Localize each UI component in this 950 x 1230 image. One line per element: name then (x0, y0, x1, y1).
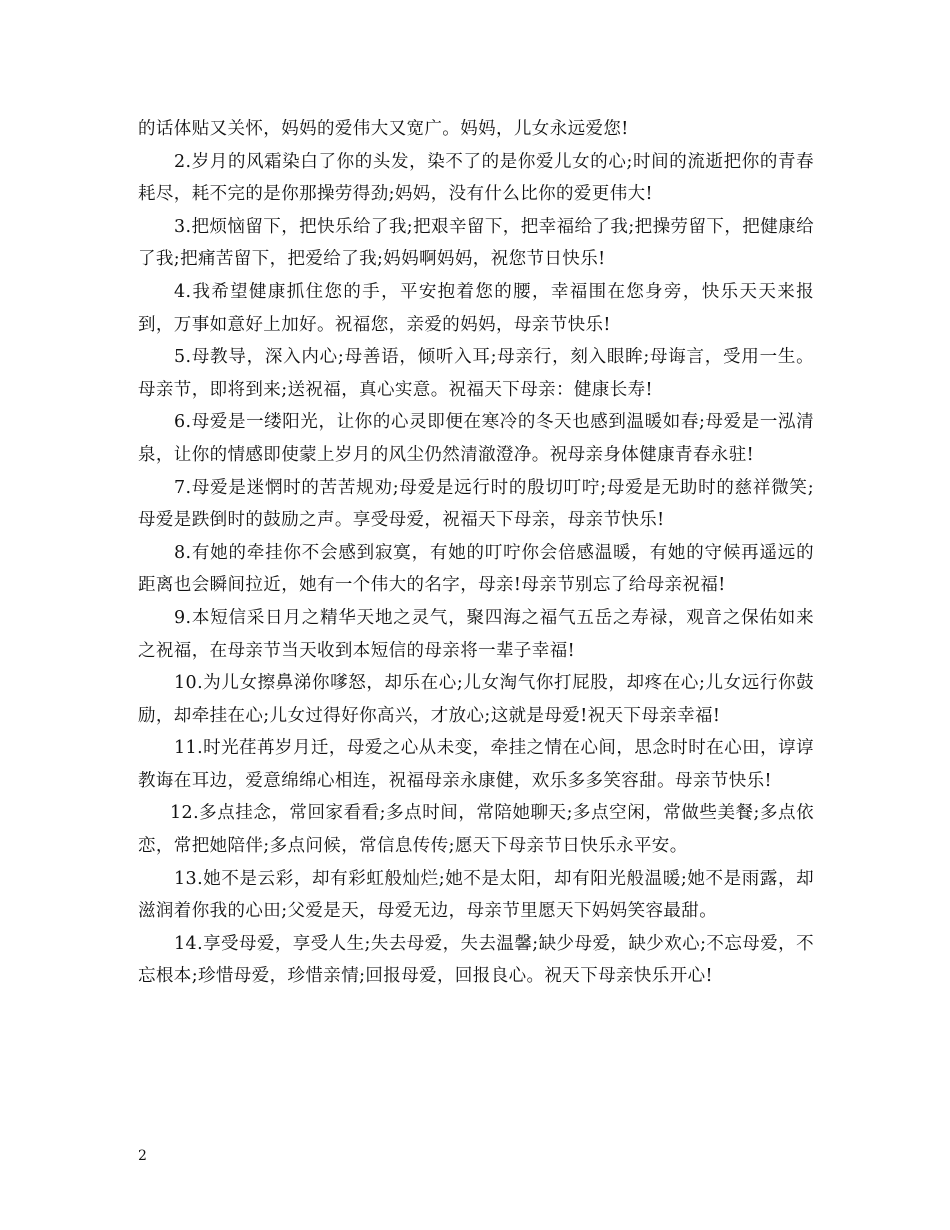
paragraph-13: 13.她不是云彩，却有彩虹般灿烂;她不是太阳，却有阳光般温暖;她不是雨露，却滋润着你我的心田;父爱是天，母爱无边，母亲节里愿天下妈妈笑容最甜。 (138, 868, 814, 922)
paragraph-9: 9.本短信采日月之精华天地之灵气，聚四海之福气五岳之寿禄，观音之保佑如来之祝福，在母亲节当天收到本短信的母亲将一辈子幸福! (138, 607, 814, 661)
paragraph-8: 8.有她的牵挂你不会感到寂寞，有她的叮咛你会倍感温暖，有她的守候再遥远的距离也会瞬间拉近，她有一个伟大的名字，母亲!母亲节别忘了给母亲祝福! (138, 542, 814, 596)
paragraph-4: 4.我希望健康抓住您的手，平安抱着您的腰，幸福围在您身旁，快乐天天来报到，万事如意好上加好。祝福您，亲爱的妈妈，母亲节快乐! (138, 281, 814, 335)
document-body (138, 113, 814, 993)
paragraph-6: 6.母爱是一缕阳光，让你的心灵即便在寒冷的冬天也感到温暖如春;母爱是一泓清泉，让你的情感即使蒙上岁月的风尘仍然清澈澄净。祝母亲身体健康青春永驻! (138, 412, 814, 465)
paragraph-7: 7.母爱是迷惘时的苦苦规劝;母爱是远行时的殷切叮咛;母爱是无助时的慈祥微笑;母爱是跌倒时的鼓励之声。享受母爱，祝福天下母亲，母亲节快乐! (138, 477, 814, 531)
paragraph-14: 14.享受母爱，享受人生;失去母爱，失去温馨;缺少母爱，缺少欢心;不忘母爱，不忘根本;珍惜母爱，珍惜亲情;回报母爱，回报良心。祝天下母亲快乐开心! (138, 933, 814, 987)
paragraph-11: 11.时光荏苒岁月迁，母爱之心从未变，牵挂之情在心间，思念时时在心田，谆谆教诲在耳边，爱意绵绵心相连，祝福母亲永康健，欢乐多多笑容甜。母亲节快乐! (138, 738, 814, 791)
paragraph-10: 10.为儿女擦鼻涕你嗲怒，却乐在心;儿女淘气你打屁股，却疼在心;儿女远行你鼓励，却牵挂在心;儿女过得好你高兴，才放心;这就是母爱!祝天下母亲幸福! (138, 673, 814, 726)
paragraph-2: 2.岁月的风霜染白了你的头发，染不了的是你爱儿女的心;时间的流逝把你的青春耗尽，耗不完的是你那操劳得劲;妈妈，没有什么比你的爱更伟大! (138, 151, 814, 205)
paragraph-5: 5.母教导，深入内心;母善语，倾听入耳;母亲行，刻入眼眸;母诲言，受用一生。母亲节，即将到来;送祝福，真心实意。祝福天下母亲：健康长寿! (138, 347, 814, 400)
paragraph-12: 12.多点挂念，常回家看看;多点时间，常陪她聊天;多点空闲，常做些美餐;多点依恋，常把她陪伴;多点问候，常信息传传;愿天下母亲节日快乐永平安。 (138, 803, 814, 857)
paragraph-continuation: 的话体贴又关怀，妈妈的爱伟大又宽广。妈妈，儿女永远爱您! (138, 119, 629, 139)
page-number: 2 (138, 1148, 147, 1164)
paragraph-3: 3.把烦恼留下，把快乐给了我;把艰辛留下，把幸福给了我;把操劳留下，把健康给了我;把痛苦留下，把爱给了我;妈妈啊妈妈，祝您节日快乐! (138, 216, 814, 270)
